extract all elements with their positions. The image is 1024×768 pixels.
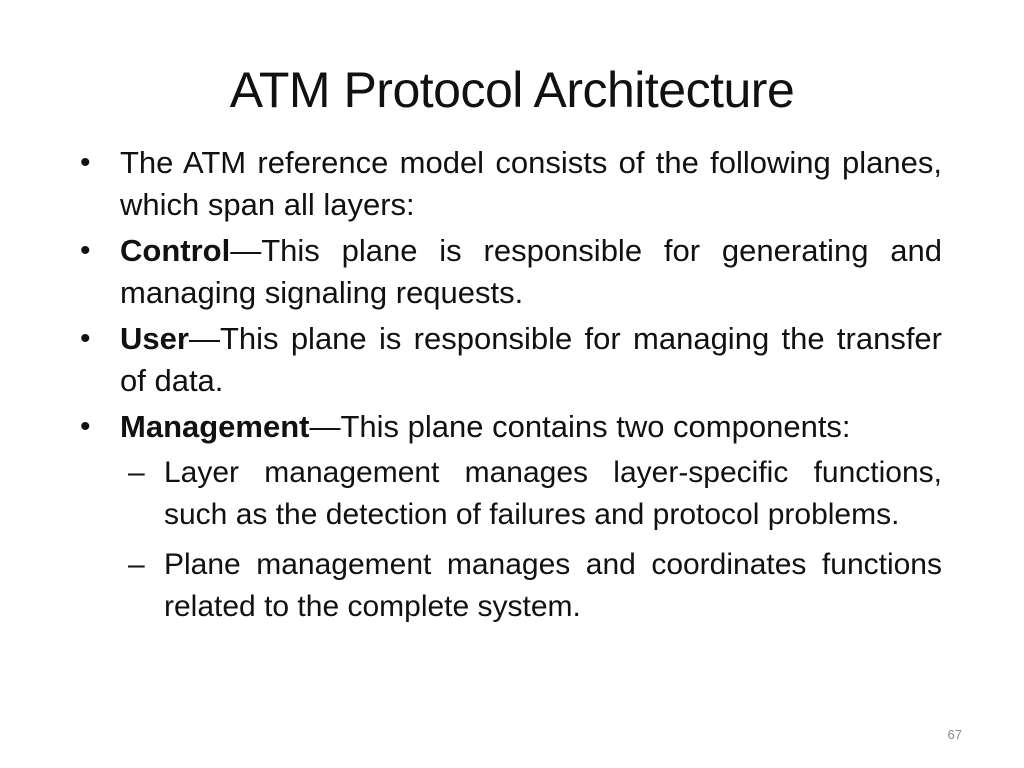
sub-bullet-dash-icon: – [128,456,145,489]
sub-bullet-dash-icon: – [128,548,145,581]
bullet-item [80,230,942,314]
bullet-text: The ATM reference model consists of the following planes, which span all layers: [120,145,942,222]
sub-bullet-text: Layer management manages layer-specific functions, such as the detection of failures and protocol problems. [164,456,942,531]
bullet-item [80,406,942,448]
slide-content [80,142,942,636]
bullet-dot-icon: • [80,322,91,355]
bullet-item [80,142,942,226]
bullet-dot-icon: • [80,146,91,179]
bullet-text: —This plane contains two components: [309,409,851,444]
bullet-text: —This plane is responsible for generating and managing signaling requests. [120,233,942,310]
bullet-bold-term: User [120,321,189,356]
sub-bullet-item [128,452,942,536]
bullet-bold-term: Control [120,233,231,268]
sub-bullet-item [128,544,942,628]
bullet-bold-term: Management [120,409,310,444]
bullet-dot-icon: • [80,410,91,443]
bullet-text: —This plane is responsible for managing the transfer of data. [120,321,942,398]
bullet-dot-icon: • [80,234,91,267]
page-number: 67 [947,727,962,742]
bullet-item [80,318,942,402]
slide-title: ATM Protocol Architecture [229,62,795,118]
sub-bullet-text: Plane management manages and coordinates functions related to the complete system. [164,548,942,623]
